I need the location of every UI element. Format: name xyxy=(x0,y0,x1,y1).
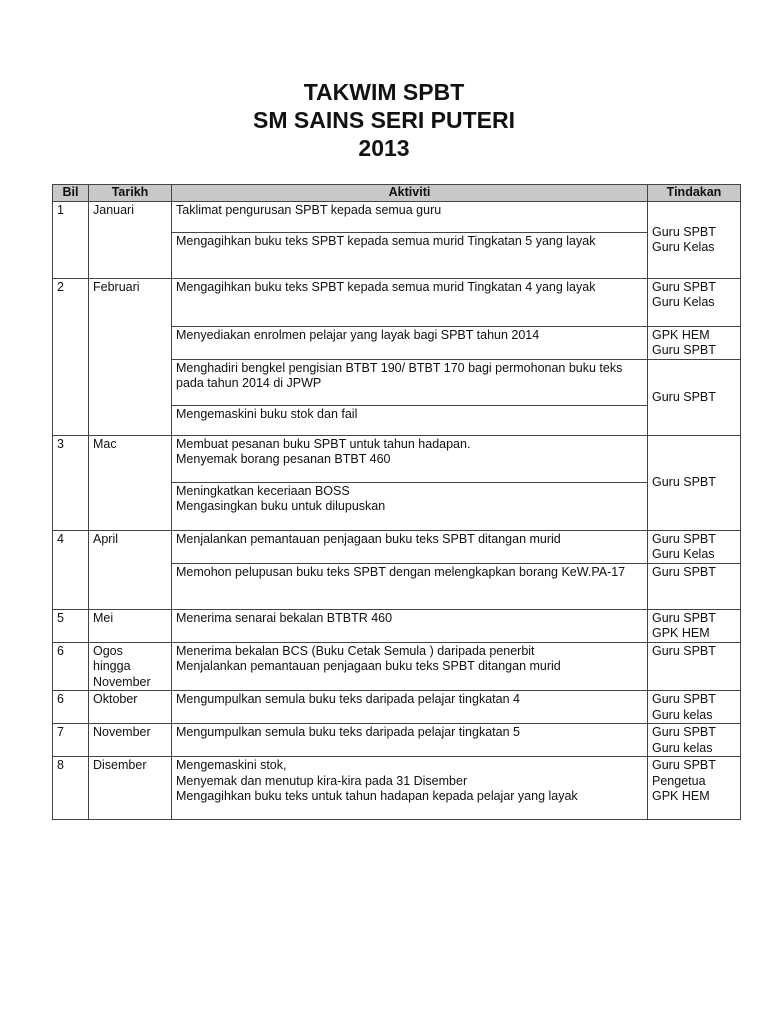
aktiviti-cell: Taklimat pengurusan SPBT kepada semua guru xyxy=(172,201,648,232)
tindakan-cell: Guru SPBT xyxy=(648,359,741,435)
table-row xyxy=(53,724,741,757)
table-row xyxy=(53,201,741,232)
tindakan-cell xyxy=(648,609,741,642)
aktiviti-cell: Menjalankan pemantauan penjagaan buku teks SPBT ditangan murid xyxy=(172,530,648,563)
table-row xyxy=(53,757,741,820)
bil-cell: 6 xyxy=(53,642,89,691)
tindakan-cell: Guru SPBT xyxy=(648,642,741,691)
tarikh-cell: April xyxy=(89,530,172,609)
bil-cell: 7 xyxy=(53,724,89,757)
tindakan-cell xyxy=(648,326,741,359)
tindakan-cell: Guru SPBT xyxy=(648,563,741,609)
aktiviti-line: Mengemaskini stok, xyxy=(176,758,287,772)
tarikh-cell: Oktober xyxy=(89,691,172,724)
bil-cell: 6 xyxy=(53,691,89,724)
aktiviti-cell: Memohon pelupusan buku teks SPBT dengan melengkapkan borang KeW.PA-17 xyxy=(172,563,648,609)
aktiviti-cell xyxy=(172,642,648,691)
bil-cell: 4 xyxy=(53,530,89,609)
aktiviti-cell: Menghadiri bengkel pengisian BTBT 190/ BTBT 170 bagi permohonan buku teks pada tahun 2014 di JPWP xyxy=(172,359,648,405)
tindakan-line: Guru Kelas xyxy=(652,240,715,254)
aktiviti-line: Meningkatkan keceriaan BOSS xyxy=(176,483,350,498)
tindakan-line: Pengetua xyxy=(652,773,706,788)
aktiviti-line: Menyemak borang pesanan BTBT 460 xyxy=(176,452,391,466)
tindakan-line: Guru SPBT xyxy=(652,531,716,546)
aktiviti-line: Menyemak dan menutup kira-kira pada 31 Disember xyxy=(176,773,468,788)
tarikh-cell: Januari xyxy=(89,201,172,278)
document-title xyxy=(0,78,768,162)
tarikh-cell: Mei xyxy=(89,609,172,642)
tindakan-cell xyxy=(648,201,741,278)
table-row xyxy=(53,609,741,642)
tindakan-line: Guru kelas xyxy=(652,707,713,722)
aktiviti-line: Menjalankan pemantauan penjagaan buku teks SPBT ditangan murid xyxy=(176,659,561,673)
header-bil: Bil xyxy=(53,185,89,202)
tarikh-cell: November xyxy=(89,724,172,757)
tindakan-line: Guru SPBT xyxy=(652,610,716,625)
tarikh-line: November xyxy=(93,674,151,689)
tindakan-line: Guru SPBT xyxy=(652,224,716,239)
aktiviti-cell xyxy=(172,482,648,530)
aktiviti-cell: Mengagihkan buku teks SPBT kepada semua murid Tingkatan 4 yang layak xyxy=(172,278,648,326)
title-line: TAKWIM SPBT xyxy=(303,79,465,105)
table-row xyxy=(53,278,741,326)
tindakan-line: Guru Kelas xyxy=(652,547,715,561)
tarikh-cell: Mac xyxy=(89,435,172,530)
header-tarikh: Tarikh xyxy=(89,185,172,202)
tindakan-cell xyxy=(648,757,741,820)
bil-cell: 8 xyxy=(53,757,89,820)
tindakan-cell xyxy=(648,278,741,326)
tarikh-line: Ogos xyxy=(93,643,123,658)
tindakan-line: Guru SPBT xyxy=(652,279,716,294)
header-aktiviti: Aktiviti xyxy=(172,185,648,202)
aktiviti-cell: Menyediakan enrolmen pelajar yang layak bagi SPBT tahun 2014 xyxy=(172,326,648,359)
tindakan-cell xyxy=(648,530,741,563)
table-row xyxy=(53,530,741,563)
aktiviti-cell: Mengumpulkan semula buku teks daripada pelajar tingkatan 4 xyxy=(172,691,648,724)
tindakan-cell: Guru SPBT xyxy=(648,435,741,530)
tindakan-line: GPK HEM xyxy=(652,327,710,342)
tindakan-cell xyxy=(648,691,741,724)
header-tindakan: Tindakan xyxy=(648,185,741,202)
aktiviti-line: Menerima bekalan BCS (Buku Cetak Semula ) daripada penerbit xyxy=(176,643,535,658)
tindakan-line: Guru kelas xyxy=(652,740,713,755)
bil-cell: 5 xyxy=(53,609,89,642)
bil-cell: 1 xyxy=(53,201,89,278)
table-row xyxy=(53,642,741,691)
tarikh-cell: Februari xyxy=(89,278,172,435)
tarikh-cell: Disember xyxy=(89,757,172,820)
title-year: 2013 xyxy=(358,135,410,161)
aktiviti-cell xyxy=(172,757,648,820)
table-row xyxy=(53,435,741,482)
tindakan-line: Guru SPBT xyxy=(652,758,716,772)
aktiviti-cell: Mengemaskini buku stok dan fail xyxy=(172,405,648,435)
aktiviti-cell: Mengagihkan buku teks SPBT kepada semua murid Tingkatan 5 yang layak xyxy=(172,232,648,278)
aktiviti-cell xyxy=(172,435,648,482)
tindakan-line: Guru Kelas xyxy=(652,295,715,309)
table-header xyxy=(53,185,741,202)
aktiviti-cell: Menerima senarai bekalan BTBTR 460 xyxy=(172,609,648,642)
bil-cell: 2 xyxy=(53,278,89,435)
tindakan-line: Guru SPBT xyxy=(652,343,716,357)
tarikh-line: hingga xyxy=(93,659,131,673)
tindakan-line: GPK HEM xyxy=(652,789,710,803)
aktiviti-line: Membuat pesanan buku SPBT untuk tahun hadapan. xyxy=(176,436,471,451)
tindakan-cell xyxy=(648,724,741,757)
aktiviti-line: Mengagihkan buku teks untuk tahun hadapan kepada pelajar yang layak xyxy=(176,789,578,803)
bil-cell: 3 xyxy=(53,435,89,530)
tindakan-line: Guru SPBT xyxy=(652,725,716,739)
tarikh-cell xyxy=(89,642,172,691)
table-row xyxy=(53,691,741,724)
aktiviti-line: Mengasingkan buku untuk dilupuskan xyxy=(176,499,386,513)
takwim-table xyxy=(52,184,741,820)
aktiviti-cell: Mengumpulkan semula buku teks daripada pelajar tingkatan 5 xyxy=(172,724,648,757)
title-school: SM SAINS SERI PUTERI xyxy=(253,107,515,133)
tindakan-line: GPK HEM xyxy=(652,626,710,640)
tindakan-line: Guru SPBT xyxy=(652,692,716,706)
